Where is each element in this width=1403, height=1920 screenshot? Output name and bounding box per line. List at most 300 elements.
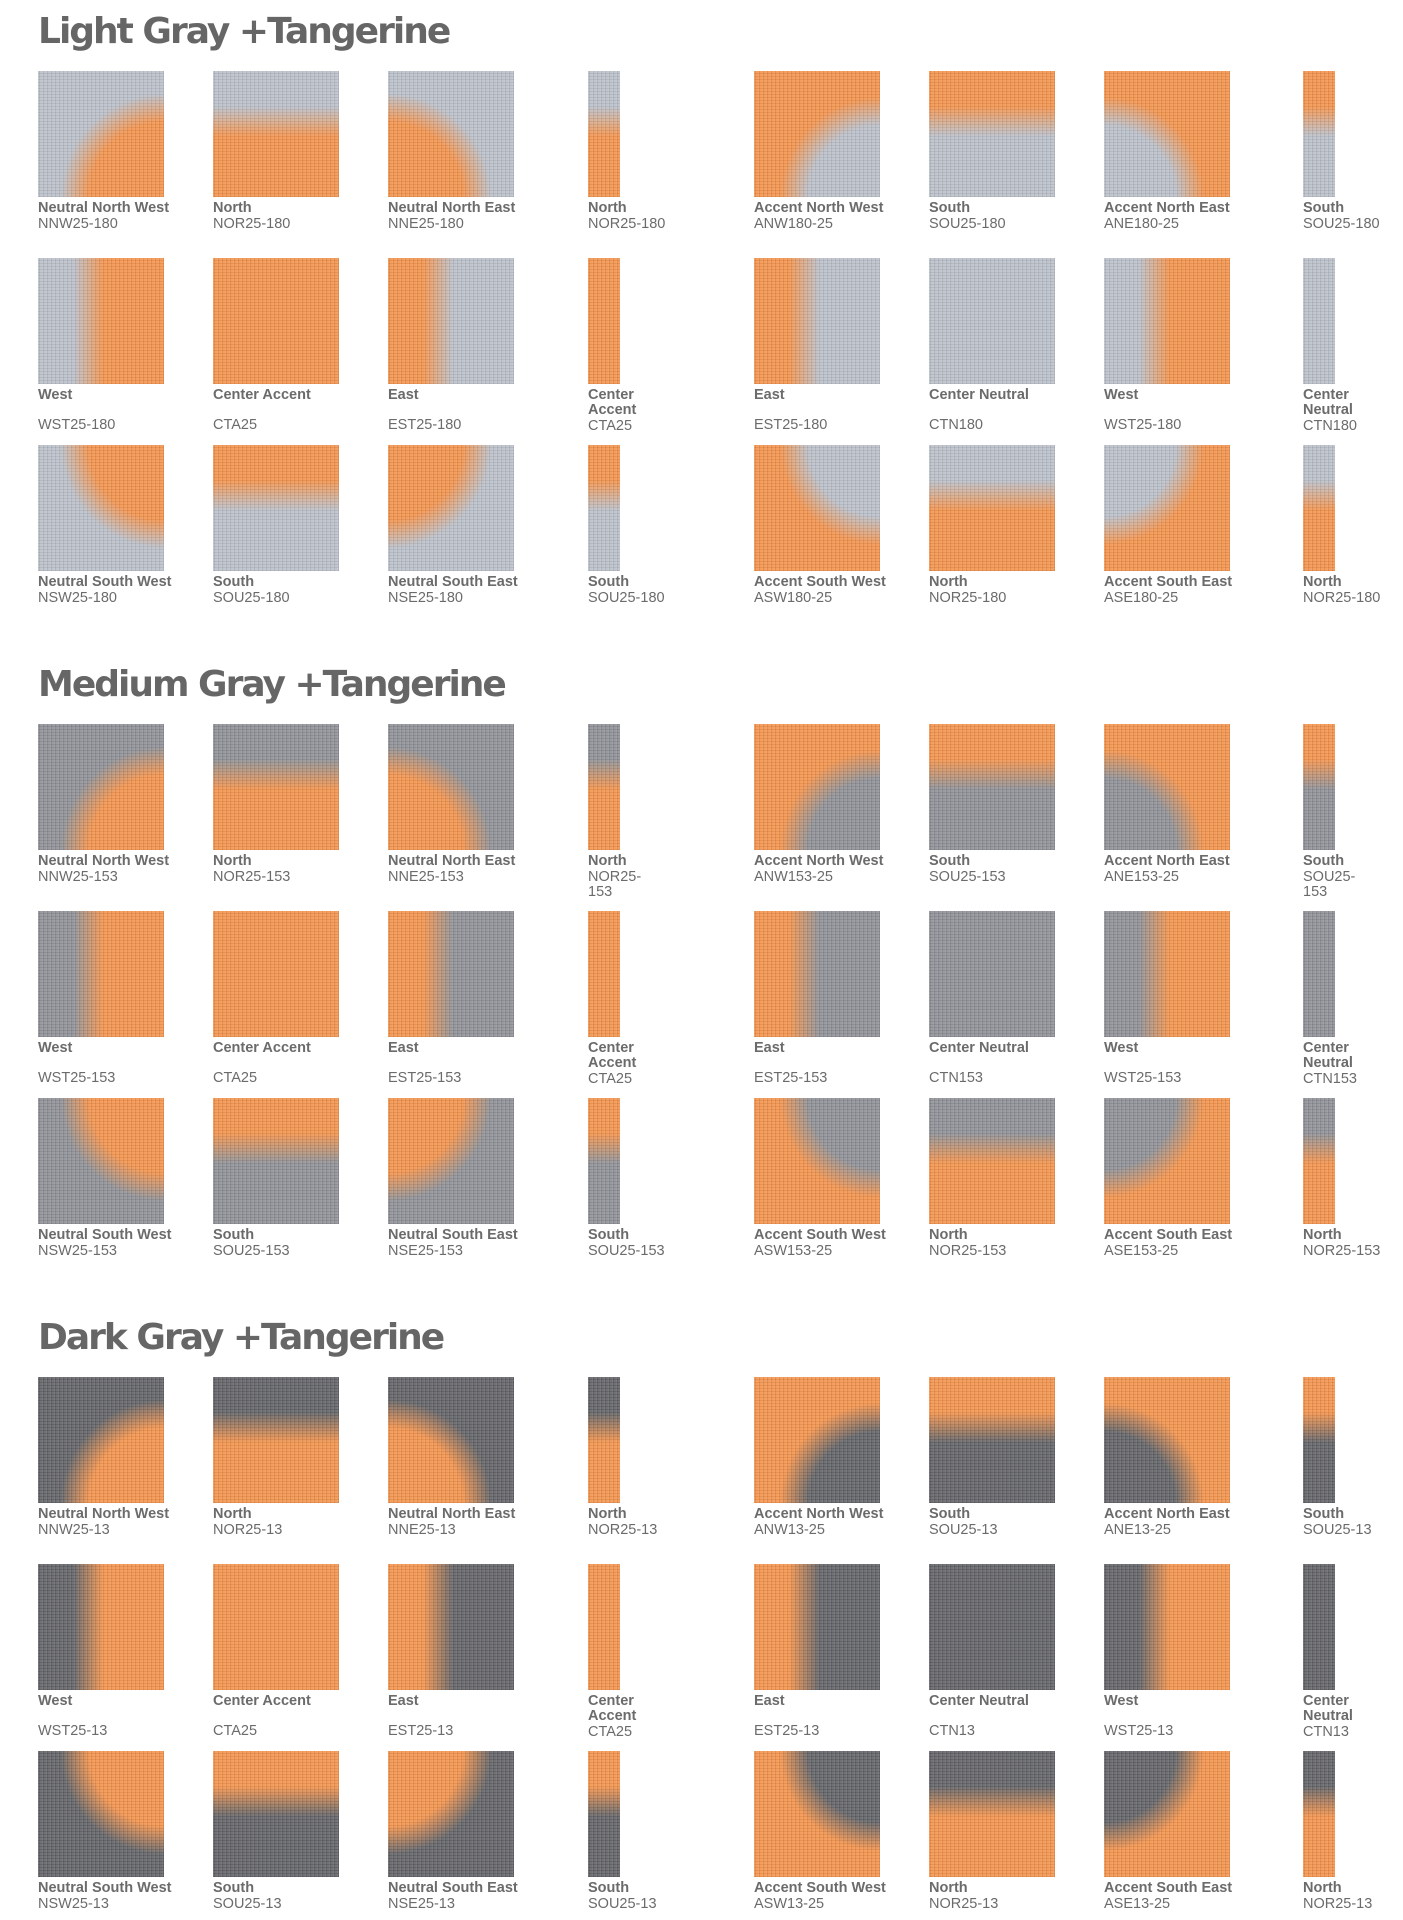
swatch-tile (213, 1751, 339, 1877)
swatch-name: North (213, 200, 252, 216)
carpet-texture (388, 911, 514, 1037)
swatch-tile (754, 1751, 880, 1877)
swatch-name: Center Accent (213, 1693, 311, 1709)
swatch-tile (929, 258, 1055, 384)
swatch-code: SOU25-180 (213, 590, 290, 606)
swatch-card (1104, 1564, 1230, 1739)
swatch-name: East (754, 387, 785, 403)
swatch-tile (754, 445, 880, 571)
carpet-texture (388, 1377, 514, 1503)
swatch-tile (588, 1564, 620, 1690)
carpet-texture (1104, 724, 1230, 850)
carpet-texture (929, 258, 1055, 384)
carpet-texture (754, 1098, 880, 1224)
swatch-tile (213, 1564, 339, 1690)
swatch-card (1303, 71, 1380, 232)
carpet-texture (213, 1751, 339, 1877)
swatch-card (588, 911, 648, 1087)
swatch-tile (388, 911, 514, 1037)
swatch-tile (929, 71, 1055, 197)
swatch-code: NOR25-153 (588, 869, 642, 900)
carpet-texture (1104, 71, 1230, 197)
carpet-texture (929, 1377, 1055, 1503)
carpet-texture (588, 911, 620, 1037)
swatch-code: ANW13-25 (754, 1522, 825, 1538)
swatch-code: SOU25-180 (588, 590, 665, 606)
swatch-card (929, 1564, 1055, 1739)
swatch-card (213, 724, 339, 885)
swatch-name: North (588, 1506, 627, 1522)
swatch-code: WST25-153 (38, 1070, 116, 1086)
carpet-texture (754, 1377, 880, 1503)
swatch-name: Accent North West (754, 1506, 884, 1522)
swatch-tile (588, 258, 620, 384)
swatch-tile (1104, 911, 1230, 1037)
swatch-card (388, 71, 515, 232)
swatch-tile (588, 1751, 620, 1877)
swatch-name: Accent North East (1104, 1506, 1230, 1522)
swatch-name: East (754, 1040, 785, 1056)
swatch-tile (929, 1751, 1055, 1877)
swatch-tile (929, 724, 1055, 850)
swatch-name: South (929, 1506, 971, 1522)
swatch-card (213, 1564, 339, 1739)
swatch-tile (754, 1564, 880, 1690)
swatch-card (38, 911, 164, 1086)
swatch-name: Accent North West (754, 853, 884, 869)
carpet-texture (754, 71, 880, 197)
swatch-name: Center Neutral (929, 387, 1029, 403)
carpet-texture (1104, 911, 1230, 1037)
swatch-code: NNW25-153 (38, 869, 118, 885)
swatch-code: SOU25-13 (588, 1896, 657, 1912)
swatch-name: North (1303, 1880, 1342, 1896)
swatch-name: Accent South West (754, 1227, 886, 1243)
carpet-texture (754, 724, 880, 850)
swatch-code: CTA25 (213, 417, 258, 433)
swatch-tile (754, 258, 880, 384)
swatch-code: NOR25-13 (588, 1522, 658, 1538)
swatch-card (754, 911, 880, 1086)
swatch-code: ASE153-25 (1104, 1243, 1179, 1259)
carpet-texture (213, 445, 339, 571)
swatch-card (588, 445, 665, 606)
carpet-texture (1303, 724, 1335, 850)
swatch-card (38, 258, 164, 433)
swatch-name: Neutral North East (388, 1506, 516, 1522)
swatch-code: NOR25-153 (1303, 1243, 1381, 1259)
swatch-tile (213, 71, 339, 197)
swatch-name: Accent South East (1104, 1880, 1233, 1896)
carpet-texture (1303, 1751, 1335, 1877)
swatch-tile (588, 1098, 620, 1224)
carpet-texture (388, 1098, 514, 1224)
swatch-card (588, 724, 648, 900)
swatch-card (388, 724, 515, 885)
swatch-code: CTN180 (929, 417, 983, 433)
swatch-name: East (754, 1693, 785, 1709)
swatch-name: South (588, 1227, 630, 1243)
carpet-texture (588, 445, 620, 571)
swatch-tile (1303, 1098, 1335, 1224)
swatch-code: ANE153-25 (1104, 869, 1179, 885)
swatch-code: CTA25 (588, 1071, 633, 1087)
swatch-code: NOR25-180 (1303, 590, 1381, 606)
swatch-card (388, 911, 514, 1086)
carpet-texture (1303, 1098, 1335, 1224)
swatch-name: Center Neutral (1303, 1693, 1353, 1724)
swatch-tile (588, 724, 620, 850)
swatch-name: North (929, 574, 968, 590)
swatch-tile (754, 911, 880, 1037)
swatch-card (1104, 1098, 1232, 1259)
swatch-name: Center Neutral (1303, 387, 1353, 418)
swatch-name: South (1303, 200, 1345, 216)
swatch-code: SOU25-13 (213, 1896, 282, 1912)
swatch-code: CTA25 (213, 1723, 258, 1739)
carpet-texture (388, 258, 514, 384)
swatch-card (38, 71, 169, 232)
swatch-tile (388, 258, 514, 384)
swatch-tile (213, 911, 339, 1037)
swatch-tile (1303, 724, 1335, 850)
swatch-tile (754, 1098, 880, 1224)
swatch-card (1303, 258, 1363, 434)
swatch-name: Neutral South East (388, 1227, 518, 1243)
swatch-card (754, 724, 883, 885)
carpet-texture (38, 724, 164, 850)
swatch-card (1303, 724, 1363, 900)
swatch-tile (213, 724, 339, 850)
swatch-tile (754, 71, 880, 197)
carpet-texture (38, 1098, 164, 1224)
swatch-card (1104, 724, 1230, 885)
swatch-card (213, 258, 339, 433)
swatch-name: Accent North West (754, 200, 884, 216)
carpet-texture (1303, 258, 1335, 384)
swatch-tile (38, 724, 164, 850)
swatch-card (929, 1098, 1055, 1259)
swatch-name: North (929, 1227, 968, 1243)
swatch-name: Neutral North East (388, 200, 516, 216)
swatch-name: West (1104, 1693, 1139, 1709)
swatch-tile (388, 1377, 514, 1503)
swatch-code: EST25-13 (754, 1723, 820, 1739)
carpet-texture (754, 911, 880, 1037)
swatch-code: CTN13 (929, 1723, 975, 1739)
swatch-card (388, 258, 514, 433)
carpet-texture (1104, 1564, 1230, 1690)
swatch-tile (1104, 1377, 1230, 1503)
swatch-name: West (38, 1693, 73, 1709)
swatch-code: SOU25-180 (929, 216, 1006, 232)
swatch-tile (1104, 71, 1230, 197)
swatch-name: Accent South East (1104, 574, 1233, 590)
swatch-card (388, 1751, 518, 1912)
swatch-card (1104, 258, 1230, 433)
swatch-card (929, 1751, 1055, 1912)
swatch-name: South (213, 574, 255, 590)
swatch-name: Center Accent (588, 387, 637, 418)
swatch-code: NOR25-180 (929, 590, 1007, 606)
swatch-card (929, 258, 1055, 433)
carpet-texture (754, 1751, 880, 1877)
carpet-texture (213, 1098, 339, 1224)
swatch-name: West (38, 387, 73, 403)
carpet-texture (1104, 1098, 1230, 1224)
swatch-card (388, 1377, 515, 1538)
carpet-texture (38, 1564, 164, 1690)
swatch-code: SOU25-153 (213, 1243, 290, 1259)
swatch-name: South (213, 1227, 255, 1243)
swatch-tile (38, 1377, 164, 1503)
swatch-card (754, 258, 880, 433)
carpet-texture (213, 1377, 339, 1503)
carpet-texture (213, 1564, 339, 1690)
section-title: Dark Gray +Tangerine (38, 1317, 444, 1358)
carpet-texture (388, 1564, 514, 1690)
swatch-name: South (1303, 853, 1345, 869)
swatch-tile (213, 258, 339, 384)
swatch-code: NSE25-180 (388, 590, 463, 606)
swatch-code: SOU25-13 (929, 1522, 998, 1538)
swatch-name: South (1303, 1506, 1345, 1522)
swatch-code: NOR25-13 (929, 1896, 999, 1912)
carpet-texture (1303, 1377, 1335, 1503)
swatch-code: EST25-153 (388, 1070, 462, 1086)
swatch-name: Center Accent (213, 1040, 311, 1056)
swatch-tile (754, 1377, 880, 1503)
swatch-card (754, 1098, 886, 1259)
swatch-name: Center Accent (588, 1693, 637, 1724)
swatch-name: South (588, 574, 630, 590)
swatch-tile (1104, 445, 1230, 571)
carpet-texture (1303, 911, 1335, 1037)
swatch-tile (929, 1377, 1055, 1503)
swatch-tile (1303, 1751, 1335, 1877)
swatch-name: Neutral South East (388, 574, 518, 590)
swatch-card (213, 1377, 339, 1538)
carpet-texture (213, 911, 339, 1037)
swatch-card (38, 1564, 164, 1739)
swatch-code: NNW25-180 (38, 216, 118, 232)
swatch-card (588, 1098, 665, 1259)
swatch-tile (1104, 1564, 1230, 1690)
swatch-card (588, 71, 665, 232)
swatch-code: ASE180-25 (1104, 590, 1179, 606)
swatch-name: West (1104, 387, 1139, 403)
swatch-code: NSE25-153 (388, 1243, 463, 1259)
swatch-tile (388, 71, 514, 197)
swatch-name: East (388, 387, 419, 403)
swatch-tile (1303, 1377, 1335, 1503)
swatch-name: Center Neutral (1303, 1040, 1353, 1071)
carpet-texture (929, 1751, 1055, 1877)
swatch-name: South (213, 1880, 255, 1896)
swatch-name: Center Neutral (929, 1693, 1029, 1709)
swatch-card (929, 724, 1055, 885)
carpet-texture (929, 1564, 1055, 1690)
swatch-card (38, 1751, 171, 1912)
swatch-tile (213, 1098, 339, 1224)
swatch-tile (929, 1564, 1055, 1690)
swatch-code: NOR25-153 (213, 869, 291, 885)
swatch-tile (1303, 258, 1335, 384)
carpet-texture (1104, 1751, 1230, 1877)
swatch-name: West (1104, 1040, 1139, 1056)
carpet-texture (1104, 445, 1230, 571)
swatch-name: North (213, 1506, 252, 1522)
carpet-texture (754, 258, 880, 384)
swatch-tile (1303, 911, 1335, 1037)
swatch-name: Neutral North East (388, 853, 516, 869)
swatch-code: NOR25-180 (588, 216, 666, 232)
swatch-card (929, 911, 1055, 1086)
swatch-name: West (38, 1040, 73, 1056)
swatch-name: Center Accent (588, 1040, 637, 1071)
swatch-card (588, 1377, 657, 1538)
carpet-texture (388, 71, 514, 197)
swatch-code: EST25-153 (754, 1070, 828, 1086)
carpet-texture (38, 71, 164, 197)
swatch-tile (1303, 71, 1335, 197)
swatch-tile (588, 71, 620, 197)
swatch-code: SOU25-180 (1303, 216, 1380, 232)
carpet-texture (929, 1098, 1055, 1224)
carpet-texture (929, 445, 1055, 571)
swatch-code: ASW153-25 (754, 1243, 833, 1259)
carpet-texture (38, 911, 164, 1037)
swatch-card (588, 258, 648, 434)
swatch-card (38, 445, 171, 606)
swatch-card (213, 1098, 339, 1259)
swatch-tile (388, 445, 514, 571)
swatch-tile (1303, 445, 1335, 571)
swatch-code: WST25-153 (1104, 1070, 1182, 1086)
swatch-card (754, 1564, 880, 1739)
swatch-tile (929, 1098, 1055, 1224)
swatch-code: ANE13-25 (1104, 1522, 1171, 1538)
swatch-name: South (588, 1880, 630, 1896)
swatch-name: North (588, 853, 627, 869)
carpet-texture (38, 445, 164, 571)
swatch-tile (1104, 258, 1230, 384)
swatch-card (1104, 1751, 1232, 1912)
swatch-card (1303, 911, 1363, 1087)
swatch-code: ANW153-25 (754, 869, 833, 885)
swatch-tile (588, 911, 620, 1037)
swatch-name: North (929, 1880, 968, 1896)
swatch-code: NNE25-153 (388, 869, 464, 885)
swatch-code: NSW25-180 (38, 590, 117, 606)
swatch-tile (1104, 724, 1230, 850)
swatch-tile (929, 445, 1055, 571)
swatch-name: East (388, 1693, 419, 1709)
swatch-tile (388, 1751, 514, 1877)
swatch-card (754, 445, 886, 606)
carpet-texture (588, 724, 620, 850)
swatch-code: NNE25-180 (388, 216, 464, 232)
swatch-card (1104, 1377, 1230, 1538)
swatch-tile (1303, 1564, 1335, 1690)
swatch-code: NNW25-13 (38, 1522, 110, 1538)
swatch-code: WST25-180 (38, 417, 116, 433)
swatch-name: North (1303, 574, 1342, 590)
swatch-tile (588, 445, 620, 571)
swatch-card (754, 71, 883, 232)
swatch-tile (388, 1098, 514, 1224)
swatch-code: NSW25-13 (38, 1896, 109, 1912)
swatch-code: ASE13-25 (1104, 1896, 1171, 1912)
swatch-tile (1104, 1098, 1230, 1224)
swatch-card (754, 1377, 883, 1538)
carpet-texture (1303, 71, 1335, 197)
swatch-code: WST25-180 (1104, 417, 1182, 433)
swatch-code: NSW25-153 (38, 1243, 117, 1259)
swatch-card (388, 445, 518, 606)
swatch-card (1104, 71, 1230, 232)
carpet-texture (213, 71, 339, 197)
swatch-tile (38, 911, 164, 1037)
swatch-tile (929, 911, 1055, 1037)
swatch-code: ASW13-25 (754, 1896, 825, 1912)
swatch-code: CTN153 (1303, 1071, 1357, 1087)
swatch-card (929, 71, 1055, 232)
swatch-name: Accent North East (1104, 200, 1230, 216)
carpet-texture (929, 911, 1055, 1037)
swatch-code: SOU25-13 (1303, 1522, 1372, 1538)
carpet-texture (754, 445, 880, 571)
swatch-card (929, 1377, 1055, 1538)
carpet-texture (588, 1751, 620, 1877)
swatch-tile (388, 1564, 514, 1690)
swatch-card (754, 1751, 886, 1912)
swatch-code: NOR25-13 (1303, 1896, 1373, 1912)
carpet-texture (588, 258, 620, 384)
swatch-code: SOU25-153 (588, 1243, 665, 1259)
carpet-texture (588, 1377, 620, 1503)
carpet-texture (213, 258, 339, 384)
swatch-code: NOR25-180 (213, 216, 291, 232)
swatch-name: South (929, 853, 971, 869)
swatch-card (1303, 1564, 1363, 1740)
swatch-card (1104, 911, 1230, 1086)
swatch-code: EST25-180 (754, 417, 828, 433)
swatch-card (929, 445, 1055, 606)
swatch-tile (213, 445, 339, 571)
swatch-card (213, 71, 339, 232)
swatch-card (1303, 445, 1380, 606)
swatch-name: Neutral South West (38, 1880, 172, 1896)
swatch-card (588, 1751, 657, 1912)
swatch-name: North (213, 853, 252, 869)
swatch-name: Center Neutral (929, 1040, 1029, 1056)
carpet-texture (1104, 1377, 1230, 1503)
swatch-card (1303, 1751, 1372, 1912)
carpet-texture (388, 445, 514, 571)
swatch-name: Accent South East (1104, 1227, 1233, 1243)
swatch-name: Neutral South East (388, 1880, 518, 1896)
section-title: Light Gray +Tangerine (38, 11, 450, 52)
swatch-name: Accent South West (754, 574, 886, 590)
swatch-code: NNE25-13 (388, 1522, 456, 1538)
swatch-tile (38, 445, 164, 571)
swatch-code: SOU25-153 (929, 869, 1006, 885)
carpet-texture (588, 1564, 620, 1690)
swatch-card (213, 911, 339, 1086)
swatch-code: EST25-180 (388, 417, 462, 433)
swatch-tile (38, 1751, 164, 1877)
